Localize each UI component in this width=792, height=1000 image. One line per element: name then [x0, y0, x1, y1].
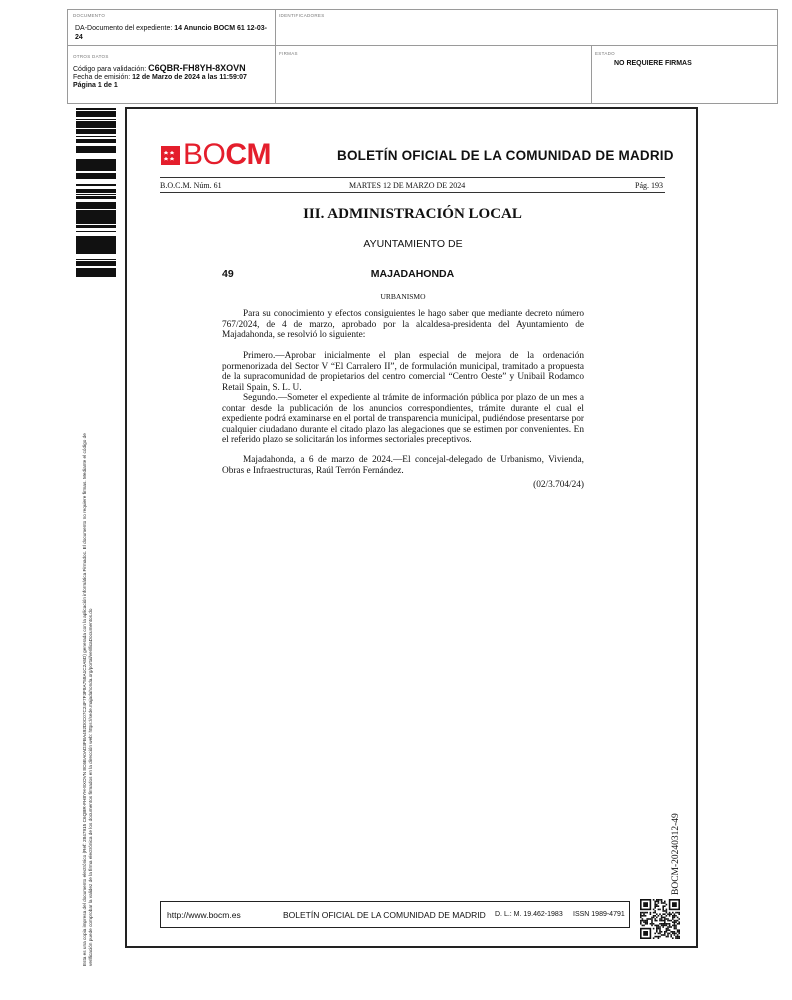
bocm-logo-icon — [161, 146, 180, 165]
firmas-label: FIRMAS — [279, 51, 298, 56]
pagina-info: Página 1 de 1 — [73, 82, 118, 89]
bulletin-footer — [160, 901, 630, 928]
paragraph-intro: Para su conocimiento y efectos consiguientes le hago saber que mediante decreto número 767/2024, de 4 de marzo, aprobado por la alcaldesa-presidenta del Ayuntamiento de Majadahonda, se resolvió lo siguiente: — [222, 309, 584, 341]
header-cell-identificadores — [276, 10, 777, 46]
header-rule-bottom — [160, 192, 665, 193]
barcode-image — [76, 107, 116, 277]
documento-label: DOCUMENTO — [73, 13, 106, 18]
header-cell-documento — [68, 10, 276, 46]
municipality-heading: MAJADAHONDA — [370, 268, 455, 280]
announcement-number: 49 — [222, 268, 234, 280]
footer-url[interactable]: http://www.bocm.es — [167, 910, 241, 920]
footer-title: BOLETÍN OFICIAL DE LA COMUNIDAD DE MADRID — [283, 910, 486, 920]
estado-value: NO REQUIERE FIRMAS — [614, 60, 692, 67]
bulletin-title: BOLETÍN OFICIAL DE LA COMUNIDAD DE MADRID — [337, 148, 674, 163]
verification-note-line-1: Esta es una copia impresa del documento electrónico (Ref: 2847915 C6QBR-FH8YH-8XOVN 8C6EA0AD3FBA492D0C07C24F7F3F8A758A1C2A5D) generada con la aplicación informática Firmadoc. El documento no requiere firmas. Mediante el código de — [82, 433, 87, 966]
page-number: Pág. 193 — [635, 181, 663, 190]
bocm-vertical-code: BOCM-20240312-49 — [671, 813, 681, 895]
section-heading: III. ADMINISTRACIÓN LOCAL — [303, 206, 522, 222]
codigo-validacion: Código para validación: C6QBR-FH8YH-8XOVN — [73, 63, 246, 73]
bocm-logo-text: BOCM — [183, 138, 272, 171]
ayuntamiento-heading: AYUNTAMIENTO DE — [363, 238, 463, 250]
estado-label: ESTADO — [595, 51, 615, 56]
paragraph-signature: Majadahonda, a 6 de marzo de 2024.—El concejal-delegado de Urbanismo, Vivienda, Obras e Infraestructuras, Raúl Terrón Fernández. — [222, 455, 584, 476]
identificadores-label: IDENTIFICADORES — [279, 13, 325, 18]
header-cell-estado — [592, 46, 777, 103]
paragraph-primero: Primero.—Aprobar inicialmente el plan especial de mejora de la ordenación pormenorizada del Sector V “El Carralero II”, de formulación municipal, tramitado a propuesta de la supracomunidad de propietarios del centro comercial “Centro Oeste” y Unibail Rodamco Retail Spain, S. L. U. — [222, 351, 584, 393]
bulletin-date: MARTES 12 DE MARZO DE 2024 — [349, 181, 466, 190]
footer-issn: ISSN 1989-4791 — [573, 911, 625, 918]
document-header — [67, 9, 778, 104]
verification-note — [82, 296, 102, 966]
reference-code: (02/3.704/24) — [533, 480, 584, 490]
qr-code-image — [640, 899, 680, 939]
bulletin-page-frame — [125, 107, 698, 948]
verification-note-line-2: verificación puede comprobar la validez de la firma electrónica de los documentos firmados en la dirección web: https://sede.majadahonda.org/portal/verificaDocumentos.do — [87, 608, 93, 966]
header-cell-firmas — [276, 46, 592, 103]
documento-value: DA-Documento del expediente: 14 Anuncio BOCM 61 12-03-24 — [75, 25, 267, 41]
header-cell-otros-datos — [68, 46, 276, 103]
bocm-number: B.O.C.M. Núm. 61 — [160, 181, 222, 190]
area-heading: URBANISMO — [380, 292, 426, 301]
otros-datos-label: OTROS DATOS — [73, 54, 109, 59]
header-rule-top — [160, 177, 665, 178]
footer-dl: D. L.: M. 19.462-1983 — [495, 911, 563, 918]
fecha-emision: Fecha de emisión: 12 de Marzo de 2024 a las 11:59:07 — [73, 74, 247, 81]
paragraph-segundo: Segundo.—Someter el expediente al trámite de información pública por plazo de un mes a contar desde la publicación de los anuncios correspondientes, trámite durante el cual el expediente podrá examinarse en el portal de transparencia municipal, pudiéndose presentarse por cualquier ciudadano durante el citado plazo las alegaciones que se estimen por convenientes. En el referido plazo se solicitarán los informes sectoriales preceptivos. — [222, 393, 584, 446]
